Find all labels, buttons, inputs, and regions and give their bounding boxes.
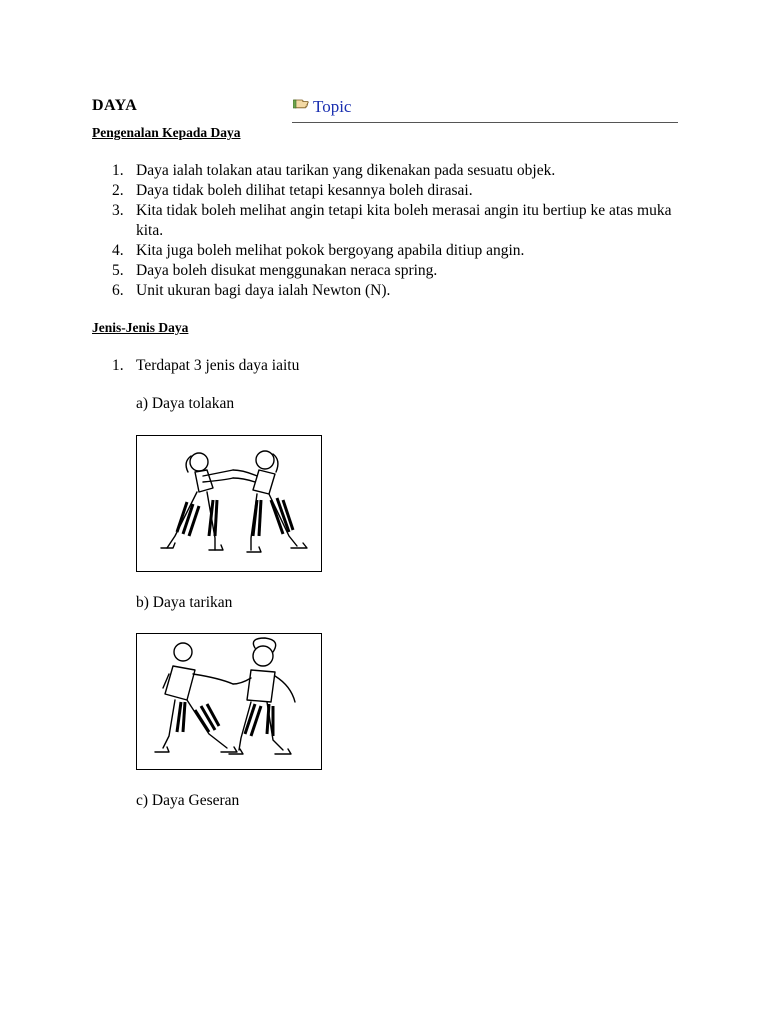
pull-illustration [136,633,322,770]
sub-item-tarikan: b) Daya tarikan [136,594,233,611]
list-item: 3. Kita tidak boleh melihat angin tetapi kita boleh merasai angin itu bertiup ke atas muka kita. [112,202,672,239]
section-heading-pengenalan: Pengenalan Kepada Daya [92,125,241,140]
list-item: 5. Daya boleh disukat menggunakan neraca spring. [112,262,438,279]
section-heading-jenis: Jenis-Jenis Daya [92,320,189,335]
sub-item-tolakan: a) Daya tolakan [136,395,235,412]
sub-item-geseran: c) Daya Geseran [136,792,240,809]
pengenalan-list [92,161,682,301]
push-illustration [136,435,322,572]
list-item: 4. Kita juga boleh melihat pokok bergoyang apabila ditiup angin. [112,242,525,259]
list-item: 6. Unit ukuran bagi daya ialah Newton (N). [112,282,391,299]
topic-link[interactable]: Topic [313,97,352,116]
page-title: DAYA [92,97,138,114]
push-drawing [137,436,321,571]
pull-drawing [137,634,321,769]
list-item: 1. Daya ialah tolakan atau tarikan yang dikenakan pada sesuatu objek. [112,162,556,179]
list-item: 2. Daya tidak boleh dilihat tetapi kesannya boleh dirasai. [112,182,473,199]
list-item: 1. Terdapat 3 jenis daya iaitu [112,357,300,374]
jenis-list [92,356,682,376]
pointing-hand-icon [293,94,313,110]
topic-bar [292,92,678,123]
